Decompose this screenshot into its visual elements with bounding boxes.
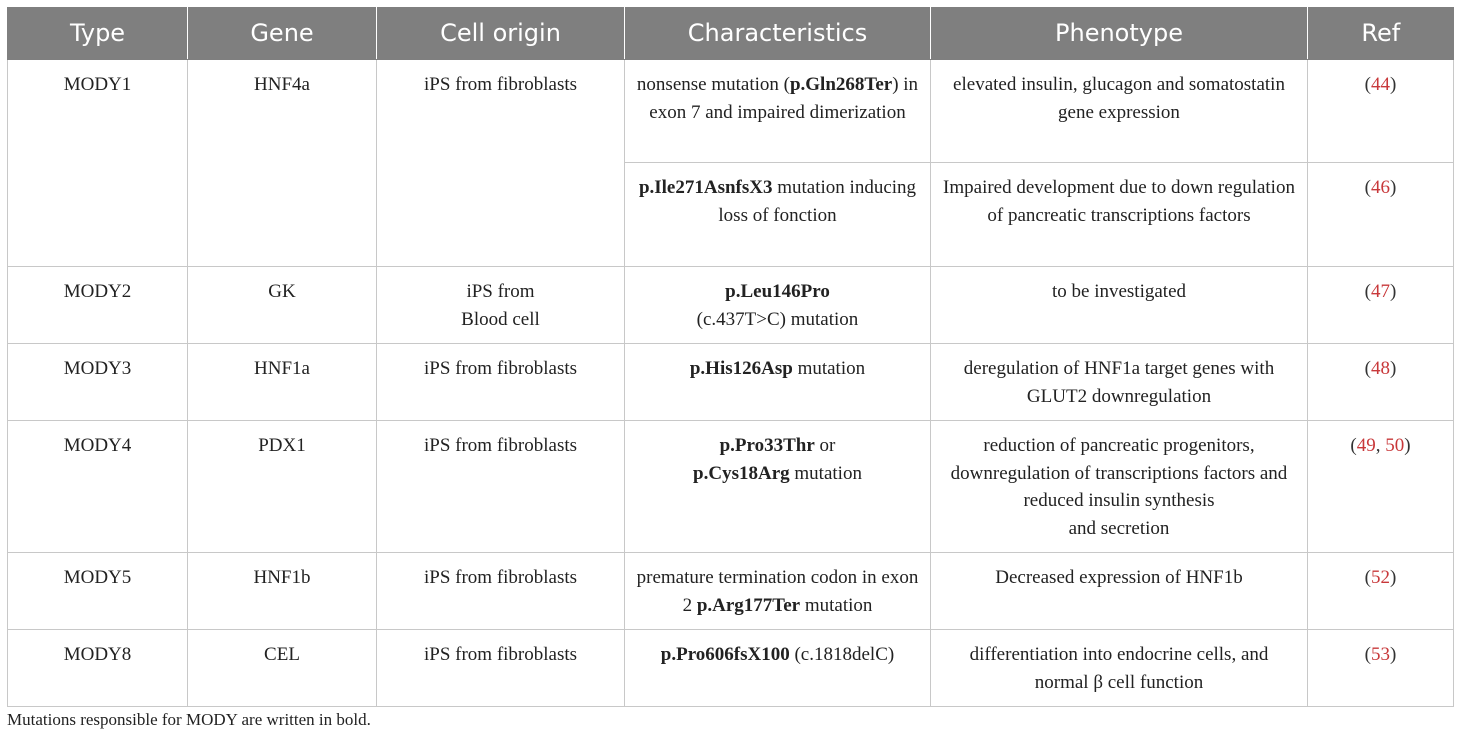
- char-text: premature termination codon in exon 2: [636, 567, 919, 616]
- cell-gene: PDX1: [188, 421, 377, 553]
- cell-characteristics: [625, 421, 931, 553]
- ref-link[interactable]: 53: [1371, 644, 1390, 665]
- cell-gene: HNF1a: [188, 344, 377, 421]
- mutation-bold: p.Gln268Ter: [789, 74, 893, 95]
- mutation-bold: p.His126Asp: [689, 358, 793, 379]
- cell-type: MODY4: [8, 421, 188, 553]
- mutation-bold: p.Leu146Pro: [725, 281, 830, 302]
- ref-link[interactable]: 49: [1356, 435, 1376, 456]
- cell-type: MODY8: [8, 630, 188, 707]
- header-phenotype: Phenotype: [931, 7, 1308, 60]
- char-text: nonsense mutation (: [636, 74, 790, 95]
- cell-ref: (46): [1308, 163, 1454, 267]
- header-gene: Gene: [188, 7, 377, 60]
- cell-origin: iPS from fibroblasts: [377, 553, 625, 630]
- cell-type: MODY3: [8, 344, 188, 421]
- char-text: (c.437T>C) mutation: [696, 308, 859, 330]
- cell-type: MODY1: [8, 60, 188, 267]
- cell-ref: (49, 50): [1308, 421, 1454, 553]
- ref-link[interactable]: 48: [1371, 358, 1390, 379]
- cell-ref: (47): [1308, 267, 1454, 344]
- cell-gene: GK: [188, 267, 377, 344]
- char-text: mutation: [800, 594, 873, 616]
- cell-origin: iPS from fibroblasts: [377, 344, 625, 421]
- cell-type: MODY2: [8, 267, 188, 344]
- header-row: [8, 7, 1454, 60]
- mody-table-container: [7, 7, 1453, 707]
- cell-ref: (44): [1308, 60, 1454, 163]
- cell-phenotype: deregulation of HNF1a target genes with GLUT2 downregulation: [931, 344, 1308, 421]
- cell-gene: HNF1b: [188, 553, 377, 630]
- table-row: [8, 421, 1454, 553]
- cell-ref: (48): [1308, 344, 1454, 421]
- char-text: mutation inducing loss of fonction: [718, 177, 917, 226]
- cell-origin: iPS from fibroblasts: [377, 421, 625, 553]
- ref-link[interactable]: 50: [1385, 435, 1405, 456]
- ref-link[interactable]: 44: [1371, 74, 1390, 95]
- cell-characteristics: [625, 630, 931, 707]
- ref-link[interactable]: 46: [1371, 177, 1390, 198]
- header-type: Type: [8, 7, 188, 60]
- cell-type: MODY5: [8, 553, 188, 630]
- mutation-bold: p.Pro606fsX100: [660, 644, 790, 665]
- table-row: [8, 344, 1454, 421]
- cell-characteristics: [625, 344, 931, 421]
- cell-phenotype: reduction of pancreatic progenitors, downregulation of transcriptions factors and reduced insulin synthesis and secretion: [931, 421, 1308, 553]
- cell-characteristics: [625, 267, 931, 344]
- cell-origin: iPS from Blood cell: [377, 267, 625, 344]
- cell-gene: HNF4a: [188, 60, 377, 267]
- mutation-bold: p.Pro33Thr: [719, 435, 815, 456]
- char-text: or: [814, 435, 836, 456]
- char-text: mutation: [792, 358, 866, 379]
- table-row: [8, 60, 1454, 163]
- cell-phenotype: Impaired development due to down regulation of pancreatic transcriptions factors: [931, 163, 1308, 267]
- header-characteristics: Characteristics: [625, 7, 931, 60]
- table-row: [8, 630, 1454, 707]
- cell-ref: (53): [1308, 630, 1454, 707]
- table-footnote: Mutations responsible for MODY are written in bold.: [7, 710, 371, 729]
- header-cell-origin: Cell origin: [377, 7, 625, 60]
- cell-phenotype: differentiation into endocrine cells, and normal β cell function: [931, 630, 1308, 707]
- cell-gene: CEL: [188, 630, 377, 707]
- ref-link[interactable]: 47: [1371, 281, 1390, 302]
- cell-phenotype: elevated insulin, glucagon and somatostatin gene expression: [931, 60, 1308, 163]
- cell-phenotype: to be investigated: [931, 267, 1308, 344]
- mutation-bold: p.Arg177Ter: [696, 594, 801, 616]
- mody-table: [7, 7, 1454, 707]
- cell-characteristics: [625, 163, 931, 267]
- mutation-bold: p.Ile271AsnfsX3: [638, 177, 773, 198]
- table-row: [8, 267, 1454, 344]
- cell-phenotype: Decreased expression of HNF1b: [931, 553, 1308, 630]
- table-row: [8, 553, 1454, 630]
- cell-characteristics: [625, 60, 931, 163]
- cell-origin: iPS from fibroblasts: [377, 630, 625, 707]
- cell-ref: (52): [1308, 553, 1454, 630]
- ref-link[interactable]: 52: [1371, 567, 1390, 588]
- char-text: mutation: [789, 462, 862, 484]
- mutation-bold: p.Cys18Arg: [693, 462, 790, 484]
- header-ref: Ref: [1308, 7, 1454, 60]
- char-text: (c.1818delC): [789, 644, 895, 665]
- char-text: ) in exon 7 and impaired dimerization: [649, 74, 919, 123]
- cell-origin: iPS from fibroblasts: [377, 60, 625, 267]
- cell-characteristics: [625, 553, 931, 630]
